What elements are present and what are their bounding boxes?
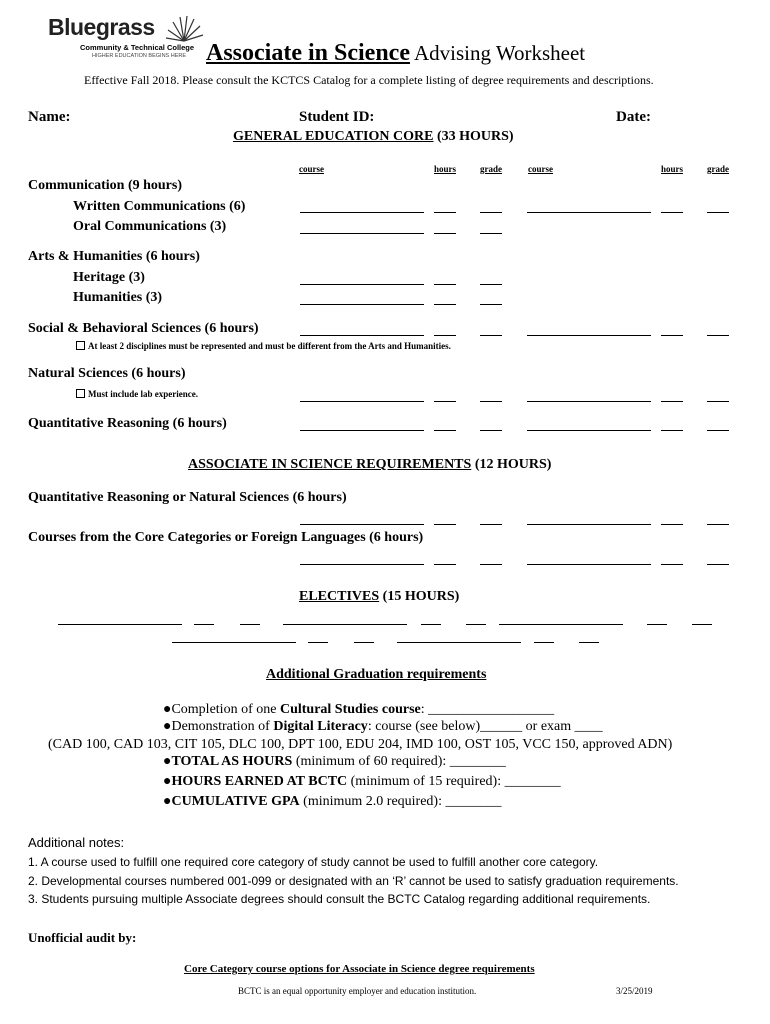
hours-blank[interactable]: [647, 612, 667, 625]
as-req-heading-hours: (12 HOURS): [471, 457, 552, 472]
logo-name: Bluegrass: [48, 14, 155, 40]
note-item: 1. A course used to fulfill one required core category of study cannot be used to fulfill another core category.: [28, 855, 599, 869]
hours-blank[interactable]: [434, 272, 456, 285]
hours-blank[interactable]: [434, 323, 456, 336]
as-req-heading: [188, 457, 551, 473]
hours-blank[interactable]: [434, 200, 456, 213]
hours-blank[interactable]: [194, 612, 214, 625]
digital-bold: Digital Literacy: [273, 719, 368, 734]
col-hours-1: hours: [434, 164, 457, 174]
grade-blank[interactable]: [707, 512, 729, 525]
gen-ed-heading-label: GENERAL EDUCATION CORE: [233, 129, 434, 144]
hours-blank[interactable]: [434, 418, 456, 431]
footer-date: 3/25/2019: [616, 986, 653, 996]
total-hours-post: (minimum of 60 required): ________: [292, 754, 506, 769]
checkbox-icon[interactable]: [76, 389, 85, 398]
course-blank[interactable]: [499, 612, 623, 625]
gen-ed-heading: [233, 129, 514, 145]
course-blank[interactable]: [300, 389, 424, 402]
grade-blank[interactable]: [240, 612, 260, 625]
core-fl-label: Courses from the Core Categories or Foreign Languages (6 hours): [28, 530, 424, 545]
date-label: Date:: [616, 109, 651, 125]
grade-blank[interactable]: [707, 389, 729, 402]
hours-blank[interactable]: [434, 552, 456, 565]
grade-blank[interactable]: [480, 272, 502, 285]
page-title: [206, 40, 585, 67]
audit-label: Unofficial audit by:: [28, 930, 137, 945]
cultural-pre: ●Completion of one: [163, 702, 280, 717]
student-id-label: Student ID:: [299, 109, 375, 125]
grade-blank[interactable]: [354, 630, 374, 643]
hours-bctc-post: (minimum of 15 required): ________: [347, 774, 561, 789]
written-label: Written Communications (6): [73, 199, 246, 214]
digital-course-list: (CAD 100, CAD 103, CIT 105, DLC 100, DPT 100, EDU 204, IMD 100, OST 105, VCC 150, approved ADN): [48, 737, 673, 752]
social-note: [76, 341, 451, 351]
total-hours-bold: ●TOTAL AS HOURS: [163, 754, 293, 769]
hours-bctc-line: [163, 774, 561, 790]
digital-pre: ●Demonstration of: [163, 719, 274, 734]
electives-heading-hours: (15 HOURS): [379, 589, 460, 604]
cultural-studies-line: [163, 702, 554, 718]
note-item: 2. Developmental courses numbered 001-099 or designated with an ‘R’ cannot be used to satisfy graduation requirements.: [28, 874, 679, 888]
as-req-heading-label: ASSOCIATE IN SCIENCE REQUIREMENTS: [188, 457, 472, 472]
course-blank[interactable]: [300, 418, 424, 431]
course-blank[interactable]: [58, 612, 182, 625]
course-blank[interactable]: [283, 612, 407, 625]
footer-eo: BCTC is an equal opportunity employer and education institution.: [238, 986, 477, 996]
hours-blank[interactable]: [661, 512, 683, 525]
course-blank[interactable]: [527, 512, 651, 525]
grade-blank[interactable]: [480, 200, 502, 213]
hours-blank[interactable]: [434, 221, 456, 234]
grade-blank[interactable]: [692, 612, 712, 625]
social-label: Social & Behavioral Sciences (6 hours): [28, 321, 259, 336]
gen-ed-heading-hours: (33 HOURS): [433, 129, 514, 144]
cultural-bold: Cultural Studies course: [279, 702, 421, 717]
cultural-post: : __________________: [420, 702, 555, 717]
title-rest: Advising Worksheet: [413, 41, 586, 65]
humanities-label: Humanities (3): [73, 290, 163, 305]
grade-blank[interactable]: [480, 389, 502, 402]
natural-label: Natural Sciences (6 hours): [28, 366, 186, 381]
hours-blank[interactable]: [661, 418, 683, 431]
effective-note: Effective Fall 2018. Please consult the KCTCS Catalog for a complete listing of degree requirements and descriptions.: [84, 73, 654, 87]
notes-title: Additional notes:: [28, 835, 125, 850]
quant-label: Quantitative Reasoning (6 hours): [28, 416, 227, 431]
grade-blank[interactable]: [480, 292, 502, 305]
course-blank[interactable]: [527, 552, 651, 565]
logo: [44, 14, 204, 66]
checkbox-icon[interactable]: [76, 341, 85, 350]
note-item: 3. Students pursuing multiple Associate degrees should consult the BCTC Catalog regarding additional requirements.: [28, 892, 651, 906]
natural-note-text: Must include lab experience.: [88, 389, 198, 399]
grade-blank[interactable]: [707, 323, 729, 336]
course-blank[interactable]: [527, 323, 651, 336]
grade-blank[interactable]: [466, 612, 486, 625]
course-blank[interactable]: [300, 221, 424, 234]
hours-blank[interactable]: [661, 323, 683, 336]
core-options-link[interactable]: Core Category course options for Associate in Science degree requirements: [184, 963, 535, 975]
social-note-text: At least 2 disciplines must be represented and must be different from the Arts and Humanities.: [88, 341, 451, 351]
hours-blank[interactable]: [661, 389, 683, 402]
grade-blank[interactable]: [579, 630, 599, 643]
grade-blank[interactable]: [480, 323, 502, 336]
heritage-label: Heritage (3): [73, 270, 145, 285]
logo-tagline: HIGHER EDUCATION BEGINS HERE: [92, 53, 187, 59]
hours-blank[interactable]: [661, 200, 683, 213]
arts-label: Arts & Humanities (6 hours): [28, 249, 200, 264]
name-label: Name:: [28, 109, 71, 125]
col-grade-2: grade: [707, 164, 729, 174]
col-hours-2: hours: [661, 164, 684, 174]
col-course-2: course: [528, 164, 553, 174]
course-blank[interactable]: [300, 272, 424, 285]
gpa-bold: ●CUMULATIVE GPA: [163, 794, 300, 809]
logo-line2: Community & Technical College: [80, 43, 195, 52]
natural-note: [76, 389, 198, 399]
hours-blank[interactable]: [434, 292, 456, 305]
course-blank[interactable]: [527, 418, 651, 431]
course-blank[interactable]: [527, 389, 651, 402]
course-blank[interactable]: [300, 512, 424, 525]
hours-blank[interactable]: [421, 612, 441, 625]
digital-post: : course (see below)______ or exam ____: [367, 719, 603, 734]
grade-blank[interactable]: [480, 418, 502, 431]
hours-bctc-bold: ●HOURS EARNED AT BCTC: [163, 774, 348, 789]
hours-blank[interactable]: [534, 630, 554, 643]
hours-blank[interactable]: [308, 630, 328, 643]
grade-blank[interactable]: [707, 552, 729, 565]
course-blank[interactable]: [300, 292, 424, 305]
digital-literacy-line: [163, 719, 603, 735]
course-blank[interactable]: [397, 630, 521, 643]
hours-blank[interactable]: [434, 389, 456, 402]
hours-blank[interactable]: [661, 552, 683, 565]
course-blank[interactable]: [172, 630, 296, 643]
qr-ns-label: Quantitative Reasoning or Natural Sciences (6 hours): [28, 490, 347, 505]
additional-heading: Additional Graduation requirements: [266, 667, 487, 682]
oral-label: Oral Communications (3): [73, 219, 227, 234]
electives-heading-label: ELECTIVES: [299, 589, 380, 604]
grade-blank[interactable]: [480, 552, 502, 565]
grade-blank[interactable]: [707, 200, 729, 213]
course-blank[interactable]: [300, 552, 424, 565]
gpa-line: [163, 794, 501, 810]
course-blank[interactable]: [300, 200, 424, 213]
course-blank[interactable]: [300, 323, 424, 336]
grade-blank[interactable]: [707, 418, 729, 431]
col-course-1: course: [299, 164, 324, 174]
col-grade-1: grade: [480, 164, 502, 174]
gpa-post: (minimum 2.0 required): ________: [299, 794, 502, 809]
total-hours-line: [163, 754, 506, 770]
grade-blank[interactable]: [480, 221, 502, 234]
grade-blank[interactable]: [480, 512, 502, 525]
electives-heading: [299, 589, 459, 605]
hours-blank[interactable]: [434, 512, 456, 525]
communication-label: Communication (9 hours): [28, 178, 183, 193]
course-blank[interactable]: [527, 200, 651, 213]
title-main: Associate in Science: [206, 40, 410, 66]
sunburst-icon: [164, 14, 204, 42]
